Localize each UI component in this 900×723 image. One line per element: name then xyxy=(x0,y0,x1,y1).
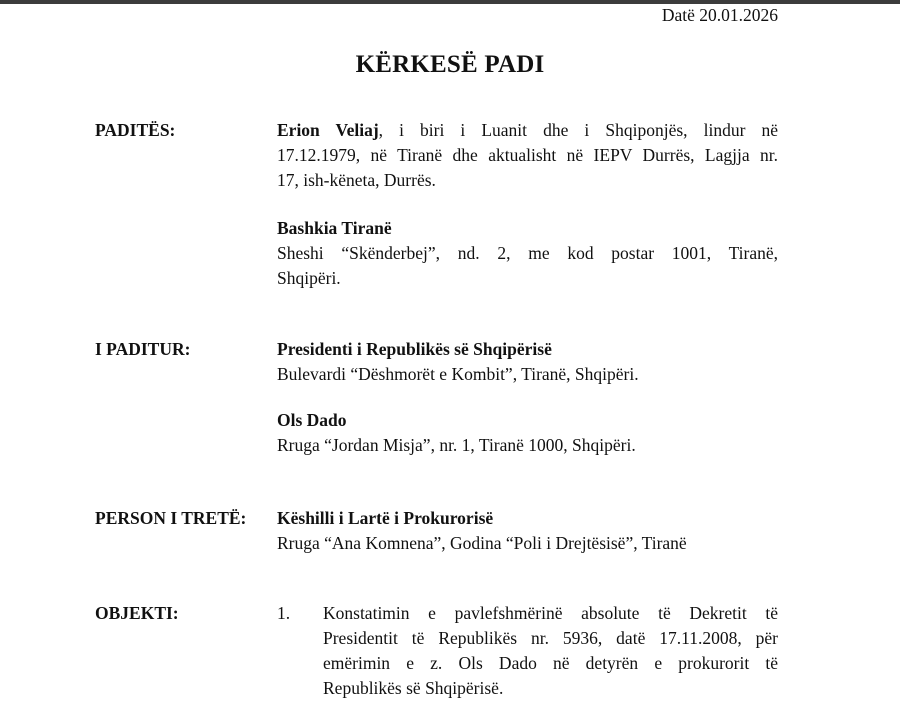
objekti-line-2: Presidentit të Republikës nr. 5936, datë 17.11.2008, për xyxy=(323,628,778,648)
plaintiff-name: Erion Veliaj xyxy=(277,120,379,140)
section-label-person-i-trete: PERSON I TRETË: xyxy=(95,508,247,528)
document-date: Datë 20.01.2026 xyxy=(661,5,778,25)
objekti-item-text xyxy=(323,601,778,701)
section-label-paditës: PADITËS: xyxy=(95,120,176,140)
plaintiff-address-line-2: Shqipëri. xyxy=(277,268,341,288)
objekti-line-1: Konstatimin e pavlefshmërinë absolute të Dekretit të xyxy=(323,603,778,623)
objekti-line-3: emërimin e z. Ols Dado në detyrën e prokurorit të xyxy=(323,653,778,673)
objekti-line-4: Republikës së Shqipërisë. xyxy=(323,678,504,698)
defendant-address: Rruga “Jordan Misja”, nr. 1, Tiranë 1000, Shqipëri. xyxy=(277,435,636,455)
section-label-i-paditur: I PADITUR: xyxy=(95,339,191,359)
plaintiff-line-2: 17.12.1979, në Tiranë dhe aktualisht në IEPV Durrës, Lagjja nr. xyxy=(277,145,778,165)
plaintiff-bashkia-tirane xyxy=(277,216,778,291)
objekti-item-number: 1. xyxy=(277,603,291,623)
third-party-name: Këshilli i Lartë i Prokurorisë xyxy=(277,508,494,528)
defendant-address: Bulevardi “Dëshmorët e Kombit”, Tiranë, Shqipëri. xyxy=(277,364,639,384)
plaintiff-erion-veliaj xyxy=(277,118,778,193)
defendant-ols-dado xyxy=(277,408,778,458)
third-party-klp xyxy=(277,506,778,556)
third-party-address: Rruga “Ana Komnena”, Godina “Poli i Drejtësisë”, Tiranë xyxy=(277,533,687,553)
plaintiff-line-3: 17, ish-këneta, Durrës. xyxy=(277,170,436,190)
plaintiff-line-1: Erion Veliaj, i biri i Luanit dhe i Shqiponjës, lindur në xyxy=(277,120,778,140)
defendant-name: Presidenti i Republikës së Shqipërisë xyxy=(277,339,552,359)
plaintiff-address-line-1: Sheshi “Skënderbej”, nd. 2, me kod postar 1001, Tiranë, xyxy=(277,243,778,263)
section-label-objekti: OBJEKTI: xyxy=(95,603,179,623)
defendant-name: Ols Dado xyxy=(277,410,347,430)
defendant-president xyxy=(277,337,778,387)
plaintiff-name: Bashkia Tiranë xyxy=(277,218,392,238)
document-title: KËRKESË PADI xyxy=(355,51,545,78)
